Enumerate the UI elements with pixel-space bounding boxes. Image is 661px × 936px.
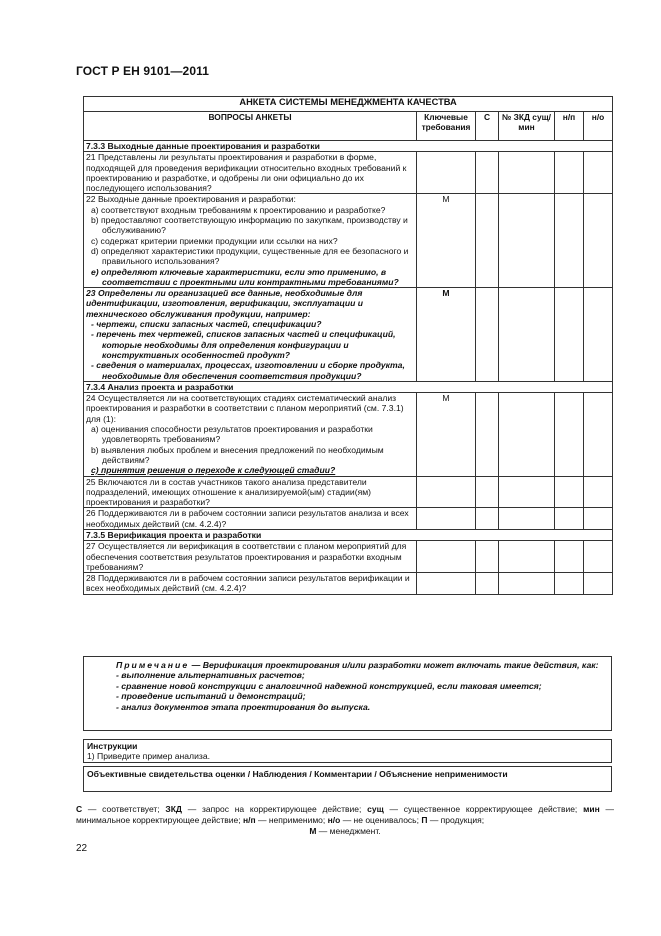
legend-key: ЗКД	[165, 804, 182, 814]
question-28: 28 Поддерживаются ли в рабочем состоянии записи результатов верификации и всех необходимых действий (см. 4.2.4)?	[84, 573, 417, 595]
legend-key: П	[421, 815, 428, 825]
question-24-b: b) выявления любых проблем и внесения предложений по необходимым действиям?	[91, 444, 384, 465]
table-row	[84, 152, 613, 194]
question-23-text: 23 Определены ли организацией все данные, необходимые для идентификации, изготовления, верификации, эксплуатации и технического обслуживания продукции, например:	[86, 288, 364, 319]
col-zkd: № ЗКД сущ/мин	[499, 112, 555, 141]
question-25: 25 Включаются ли в состав участников такого анализа представители подразделений, имеющих отношение к анализируемой(ым) стадии(ям) проектирования и разработки?	[84, 476, 417, 508]
legend-key: мин	[583, 804, 600, 814]
table-row	[84, 508, 613, 530]
question-23-i1: - чертежи, списки запасных частей, спецификации?	[91, 319, 322, 330]
col-no: н/о	[584, 112, 613, 141]
legend-key: н/о	[327, 815, 341, 825]
note-item: - проведение испытаний и демонстраций;	[116, 691, 306, 702]
question-22	[84, 194, 417, 288]
legend-text: — соответствует;	[82, 804, 166, 814]
instructions-title: Инструкции	[87, 741, 138, 751]
question-23	[84, 288, 417, 382]
question-27: 27 Осуществляется ли верификация в соответствии с планом мероприятий для обеспечения соответствия результатов проектирования и разработки входным требованиям?	[84, 541, 417, 573]
legend-text: — запрос на корректирующее действие;	[182, 804, 368, 814]
question-22-text: 22 Выходные данные проектирования и разработки:	[86, 194, 296, 205]
legend-text: — минимальное корректирующее действие;	[76, 804, 614, 825]
table-row	[84, 573, 613, 595]
legend-key: сущ	[367, 804, 384, 814]
legend-key: н/п	[242, 815, 256, 825]
section-row	[84, 141, 613, 152]
col-questions: ВОПРОСЫ АНКЕТЫ	[84, 112, 417, 141]
legend-text: — неприменимо;	[255, 815, 328, 825]
section-row	[84, 381, 613, 392]
question-22-c: c) содержат критерии приемки продукции или ссылки на них?	[91, 235, 338, 246]
table-row	[84, 393, 613, 476]
question-22-d: d) определяют характеристики продукции, существенные для ее безопасного и правильного использования?	[91, 245, 409, 267]
question-24-c: c) принятия решения о переходе к следующей стадии?	[91, 465, 336, 476]
question-23-i2: - перечень тех чертежей, списков запасных частей и спецификаций, которые необходимы для определения конфигурации и конструктивных особенностей продукт?	[91, 329, 396, 360]
question-22-b: b) предоставляют соответствующую информацию по закупкам, производству и обслуживанию?	[91, 215, 408, 236]
column-header-row	[84, 112, 613, 141]
table-title: АНКЕТА СИСТЕМЫ МЕНЕДЖМЕНТА КАЧЕСТВА	[84, 97, 613, 112]
table-row	[84, 541, 613, 573]
question-24	[84, 393, 417, 476]
legend-key: С	[76, 804, 83, 814]
key-mark: М	[417, 194, 476, 288]
section-7-3-3: 7.3.3 Выходные данные проектирования и разработки	[84, 141, 613, 152]
col-np: н/п	[555, 112, 584, 141]
instructions-item: 1) Приведите пример анализа.	[87, 751, 210, 762]
question-24-a: a) оценивания способности результатов проектирования и разработки удовлетворять требованиям?	[91, 424, 373, 445]
questionnaire-table	[83, 96, 613, 595]
question-22-a: a) соответствуют входным требованиям к проектированию и разработке?	[91, 204, 386, 215]
key-mark: М	[417, 288, 476, 382]
legend-text: — продукция;	[427, 815, 485, 825]
evidence-box	[83, 766, 612, 792]
legend	[76, 804, 614, 837]
note-item: - анализ документов этапа проектирования до выпуска.	[116, 701, 371, 712]
legend-text: — существенное корректирующее действие;	[383, 804, 584, 814]
question-24-text: 24 Осуществляется ли на соответствующих стадиях систематический анализ проектирования и разработки в соответствии с планом мероприятий (см. 7.3.1) для (1):	[86, 393, 404, 424]
table-row	[84, 194, 613, 288]
note-label: Примечание	[116, 660, 190, 670]
section-7-3-4: 7.3.4 Анализ проекта и разработки	[84, 381, 613, 392]
note-item: - выполнение альтернативных расчетов;	[116, 670, 305, 681]
evidence-title: Объективные свидетельства оценки / Наблюдения / Комментарии / Объяснение неприменимости	[87, 769, 508, 779]
note-box	[83, 656, 612, 731]
section-row	[84, 529, 613, 540]
question-22-e: е) определяют ключевые характеристики, если это применимо, в соответствии с проектными или контрактными требованиями?	[91, 266, 399, 287]
legend-text: — не оценивалось;	[340, 815, 422, 825]
document-header: ГОСТ Р ЕН 9101—2011	[76, 64, 209, 78]
instructions-box	[83, 739, 612, 763]
key-mark: М	[417, 393, 476, 476]
note-text: — Верификация проектирования и/или разработки может включать такие действия, как:	[189, 660, 599, 670]
page-number: 22	[76, 843, 88, 854]
question-21: 21 Представлены ли результаты проектирования и разработки в форме, подходящей для проведения верификации относительно входных требований к проектированию и разработке, и одобрены ли они официально до их последующего использования?	[84, 152, 417, 194]
note-item: - сравнение новой конструкции с аналогичной надежной конструкцией, если таковая имеется;	[116, 680, 542, 691]
col-c: С	[476, 112, 499, 141]
question-26: 26 Поддерживаются ли в рабочем состоянии записи результатов анализа и всех необходимых действий (см. 4.2.4)?	[84, 508, 417, 530]
table-row	[84, 476, 613, 508]
question-23-i3: - сведения о материалах, процессах, изготовлении и сборке продукта, необходимые для обеспечения соответствия продукции?	[91, 360, 405, 381]
section-7-3-5: 7.3.5 Верификация проекта и разработки	[84, 529, 613, 540]
legend-text: — менеджмент.	[316, 826, 381, 836]
table-row	[84, 288, 613, 382]
legend-key: М	[309, 826, 317, 836]
col-key-requirements: Ключевые требования	[417, 112, 476, 141]
